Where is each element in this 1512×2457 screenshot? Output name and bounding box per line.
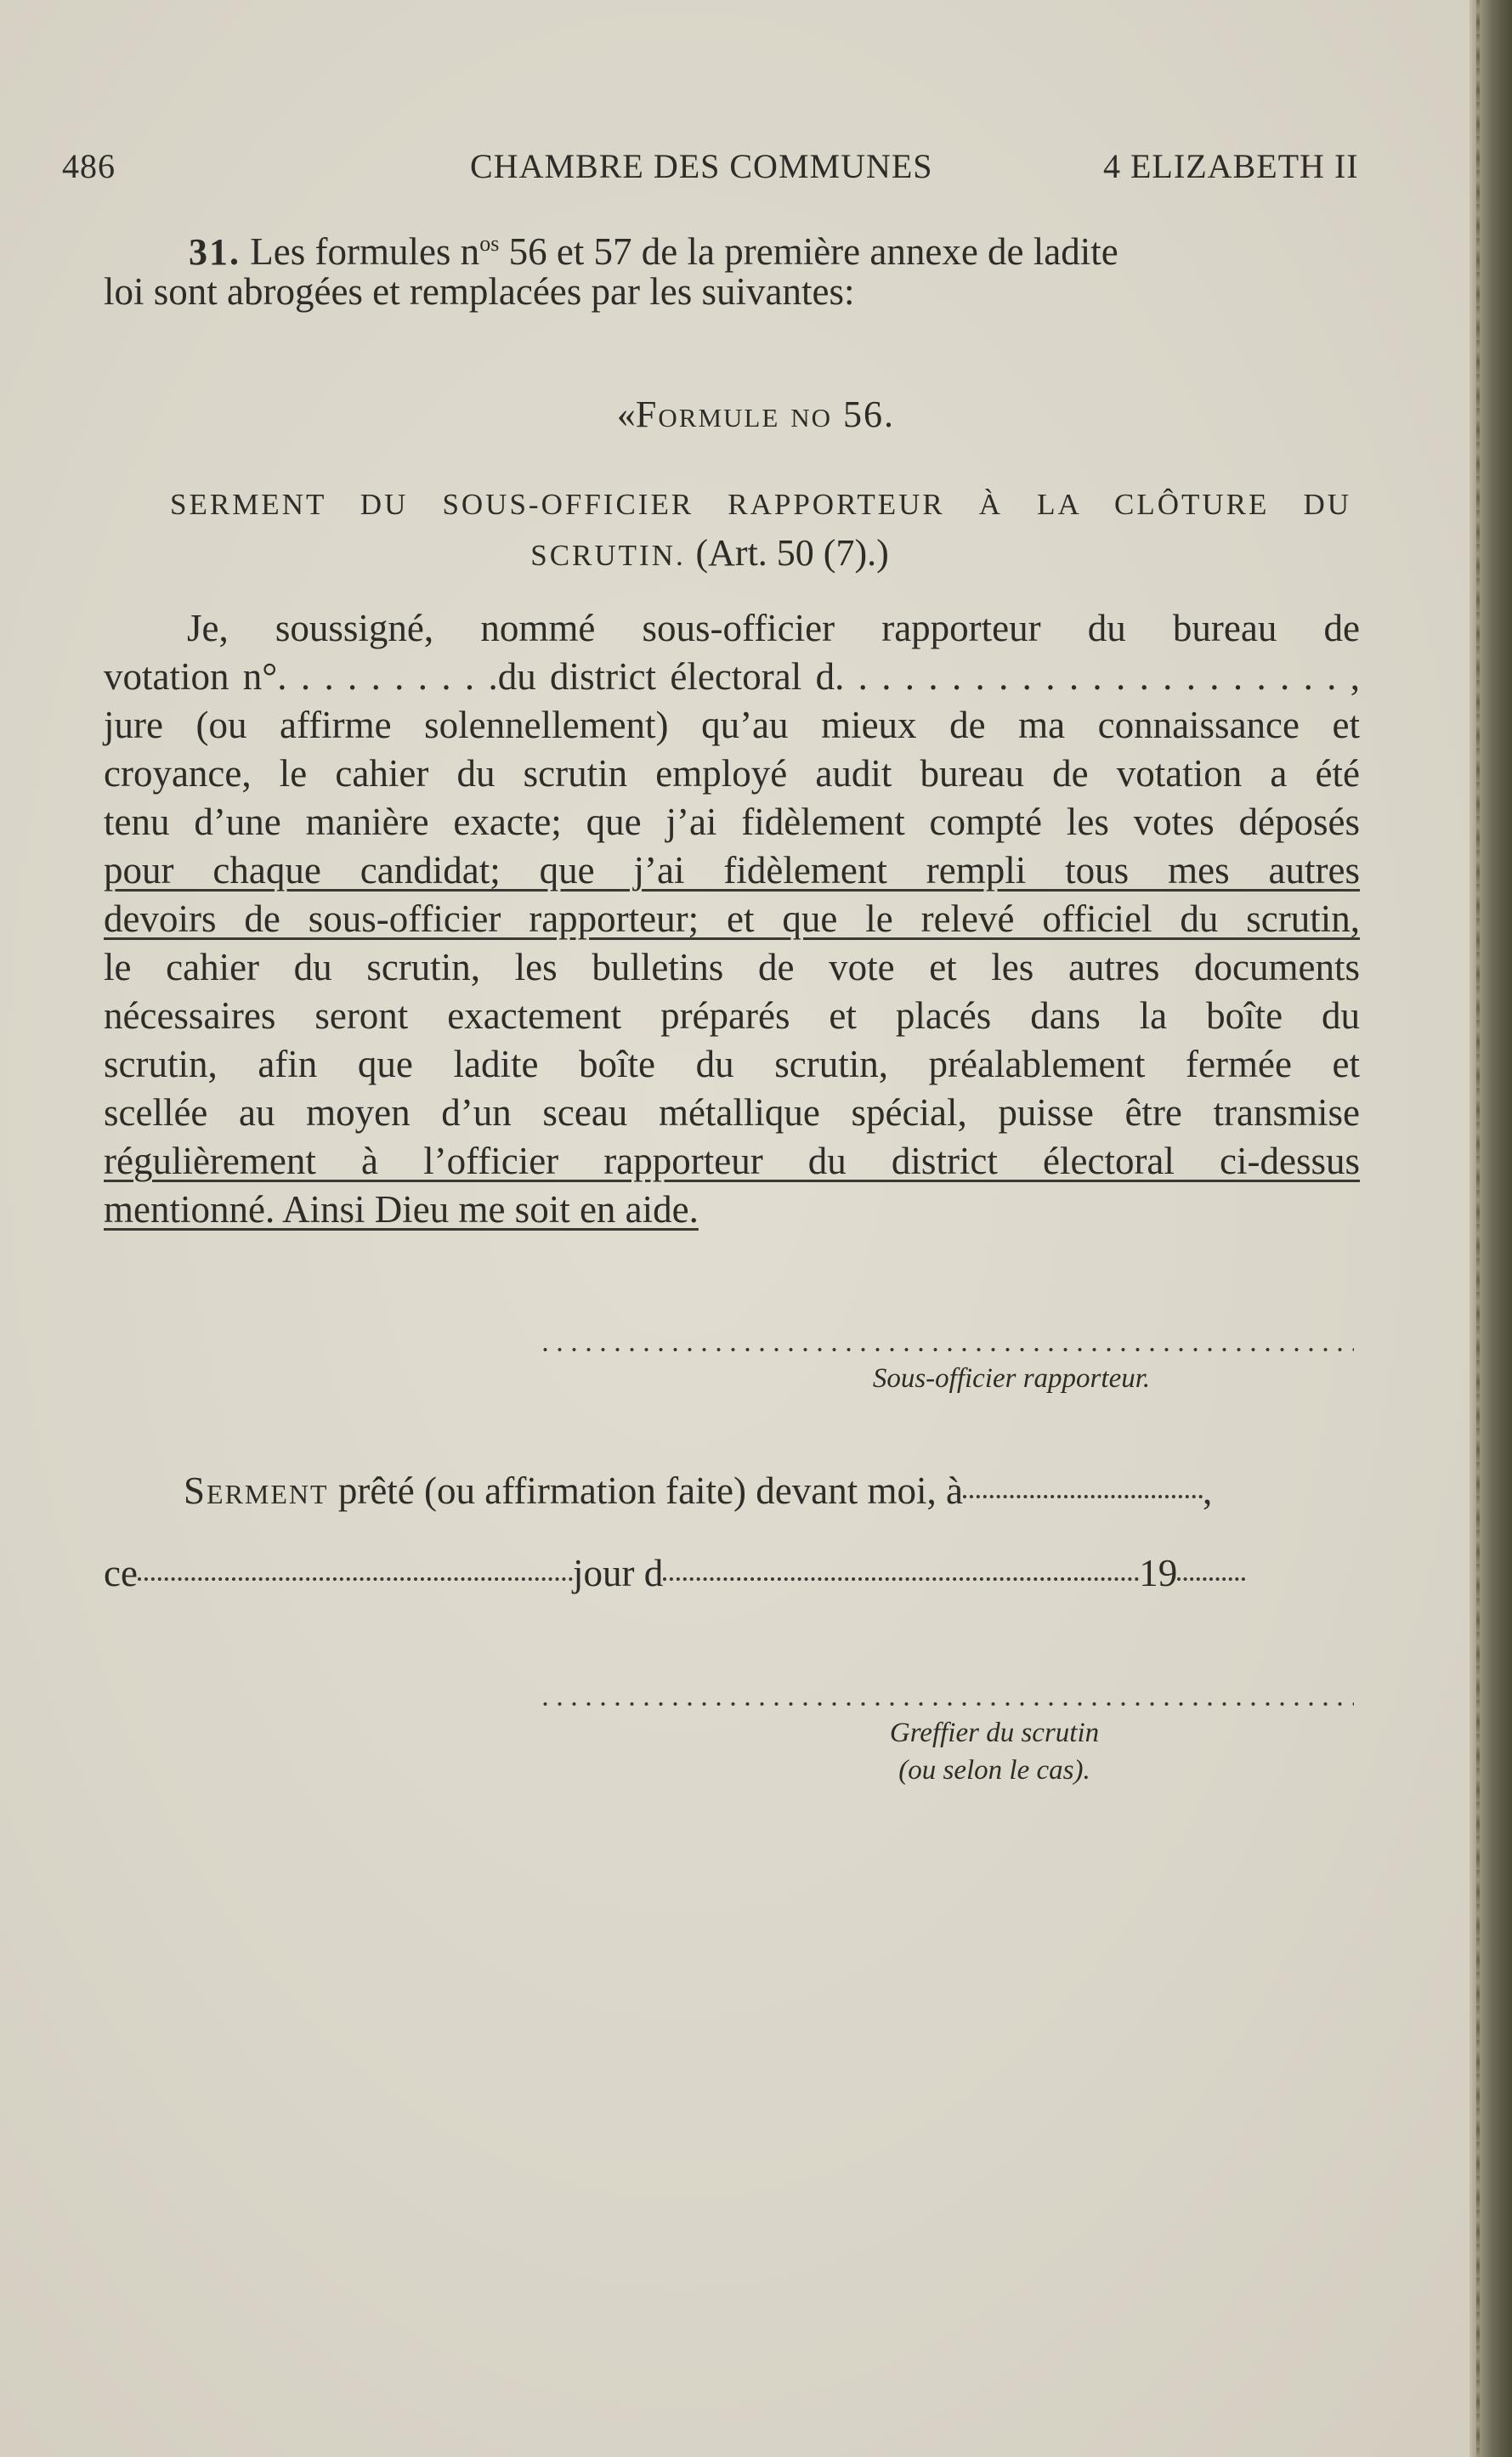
year-prefix: 19	[1139, 1552, 1178, 1594]
oath-line: tenu d’une manière exacte; que j’ai fidèlement compté les votes déposés	[104, 801, 1360, 843]
header-title: CHAMBRE DES COMMUNES	[470, 147, 933, 185]
section-superscript: os	[479, 231, 500, 256]
oath-line: votation n°. . . . . . . . . .du district électoral d. . . . . . . . . . . . . . . . . . . . . . ,	[104, 655, 1360, 698]
running-header	[0, 146, 1512, 189]
oath-line: nécessaires seront exactement préparés et placés dans la boîte du	[104, 994, 1360, 1037]
place-leader	[963, 1495, 1203, 1498]
oath-line: le cahier du scrutin, les bulletins de vote et les autres documents	[104, 946, 1360, 988]
header-regnal-year: 4 ELIZABETH II	[1103, 147, 1359, 185]
oath-line: jure (ou affirme solennellement) qu’au mieux de ma connaissance et	[104, 704, 1360, 746]
section-text-b: 56 et 57 de la première annexe de ladite	[499, 230, 1118, 273]
section-text-a: Les formules n	[250, 230, 480, 273]
section-number: 31.	[189, 231, 241, 273]
signature-dotted-line-2	[538, 1702, 1354, 1706]
oath-heading-line1: SERMENT DU SOUS-OFFICIER RAPPORTEUR À LA CLÔTURE DU	[170, 488, 1351, 521]
serment-word: Serment	[184, 1469, 329, 1512]
greffier-line2: (ou selon le cas).	[898, 1755, 1090, 1786]
oath-heading	[170, 480, 1351, 580]
signature-label-greffier	[816, 1714, 1173, 1789]
greffier-line1: Greffier du scrutin	[889, 1718, 1100, 1748]
signature-dotted-line	[538, 1348, 1354, 1351]
oath-line: croyance, le cahier du scrutin employé audit bureau de votation a été	[104, 752, 1360, 795]
book-spine	[1470, 0, 1512, 2457]
oath-line: régulièrement à l’officier rapporteur du district électoral ci-dessus	[104, 1140, 1360, 1182]
year-leader	[1177, 1577, 1245, 1581]
witness-line-1	[104, 1469, 1360, 1513]
oath-heading-scrutin: SCRUTIN.	[530, 539, 686, 572]
witness-text: prêté (ou affirmation faite) devant moi, à	[337, 1469, 963, 1512]
oath-line: Je, soussigné, nommé sous-officier rapporteur du bureau de	[187, 607, 1360, 649]
page-number: 486	[62, 147, 116, 185]
witness-comma: ,	[1202, 1469, 1213, 1512]
formule-label: Formule no 56.	[635, 393, 896, 435]
month-leader	[663, 1577, 1139, 1581]
oath-heading-article: (Art. 50 (7).)	[695, 532, 889, 574]
oath-line: mentionné. Ainsi Dieu me soit en aide.	[104, 1188, 699, 1231]
section-31-paragraph	[104, 219, 1360, 316]
oath-line: devoirs de sous-officier rapporteur; et que le relevé officiel du scrutin,	[104, 897, 1360, 940]
day-leader	[138, 1577, 573, 1581]
jour-word: jour d	[572, 1552, 664, 1594]
ce-word: ce	[104, 1552, 138, 1594]
oath-line: scellée au moyen d’un sceau métallique spécial, puisse être transmise	[104, 1091, 1360, 1134]
formule-title	[0, 393, 1512, 436]
oath-line: scrutin, afin que ladite boîte du scrutin, préalablement fermée et	[104, 1043, 1360, 1085]
oath-text	[104, 604, 1360, 1234]
oath-line: pour chaque candidat; que j’ai fidèlement rempli tous mes autres	[104, 849, 1360, 892]
section-text-line2: loi sont abrogées et remplacées par les suivantes:	[104, 270, 855, 313]
witness-line-2	[104, 1551, 1360, 1595]
open-quote: «	[616, 393, 636, 435]
signature-label-sous-officier: Sous-officier rapporteur.	[872, 1363, 1151, 1394]
